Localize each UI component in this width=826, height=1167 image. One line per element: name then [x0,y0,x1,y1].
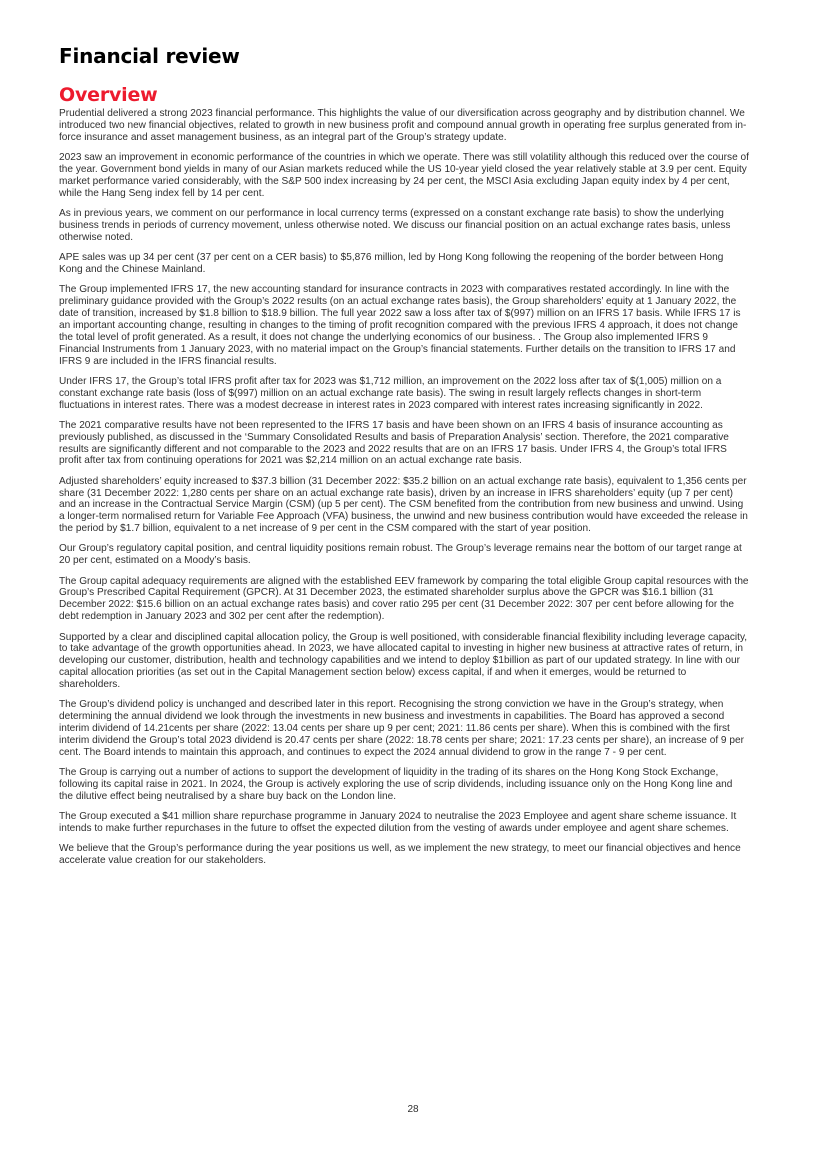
paragraph: The Group is carrying out a number of actions to support the development of liquidity in the trading of its shares on the Hong Kong Stock Exchange, following its capital raise in 2021. In 2024, the Group is actively exploring the use of scrip dividends, including issuance only on the Hong Kong line and the dilutive effect being neutralised by a share buy back on the London line. [59,767,733,802]
body-text [59,108,749,867]
paragraph: As in previous years, we comment on our performance in local currency terms (expressed on a constant exchange rate basis) to show the underlying business trends in periods of currency movement, unless otherwise noted. We discuss our financial position on an actual exchange rates basis, unless otherwise noted. [59,207,731,243]
paragraph: APE sales was up 34 per cent (37 per cent on a CER basis) to $5,876 million, led by Hong Kong following the reopening of the border between Hong Kong and the Chinese Mainland. [59,251,724,275]
page-title: Financial review [59,44,240,68]
paragraph: The Group capital adequacy requirements are aligned with the established EEV framework by comparing the total eligible Group capital resources with the Group’s Prescribed Capital Requirement (GPCR). At 31 December 2023, the estimated shareholder surplus above the GPCR was $16.1 billion (31 December 2022: $15.6 billion on an actual exchange rates basis) and cover ratio 295 per cent (31 December 2022: 307 per cent before allowing for the debt redemption in January 2023 and 302 per cent after the redemption). [59,575,749,623]
paragraph: We believe that the Group’s performance during the year positions us well, as we implement the new strategy, to meet our financial objectives and hence accelerate value creation for our stakeholders. [59,843,741,867]
paragraph: Our Group’s regulatory capital position, and central liquidity positions remain robust. The Group’s leverage remains near the bottom of our target range at 20 per cent, estimated on a Moody’s basis. [59,543,742,567]
paragraph: 2023 saw an improvement in economic performance of the countries in which we operate. There was still volatility although this reduced over the course of the year. Government bond yields in many of our Asian markets reduced while the US 10-year yield closed the year relatively stable at 3.9 per cent. Equity market performance varied considerably, with the S&P 500 index increasing by 24 per cent, the MSCI Asia excluding Japan equity index by 4 per cent, while the Hang Seng index fell by 14 per cent. [59,152,749,199]
paragraph: The Group implemented IFRS 17, the new accounting standard for insurance contracts in 2023 with comparatives restated accordingly. In line with the preliminary guidance provided with the Group’s 2022 results (on an actual exchange rates basis), the Group shareholders’ equity at 1 January 2022, the date of transition, increased by $1.8 billion to $18.9 billion. The full year 2022 saw a loss after tax of $(997) million on an IFRS 17 basis. While IFRS 17 is an important accounting change, resulting in changes to the timing of profit recognition compared with the previous IFRS 4 approach, it does not change the total level of profit generated. As a result, it does not change the underlying economics of our business. . The Group also implemented IFRS 9 Financial Instruments from 1 January 2023, with no material impact on the Group’s financial statements. Further details on the transition to IFRS 17 and IFRS 9 are included in the IFRS financial results. [59,284,741,367]
paragraph: Adjusted shareholders’ equity increased to $37.3 billion (31 December 2022: $35.2 billion on an actual exchange rate basis), equivalent to 1,356 cents per share (31 December 2022: 1,280 cents per share on an actual exchange rate basis), driven by an increase in IFRS shareholders’ equity (up 7 per cent) and an increase in the Contractual Service Margin (CSM) (up 5 per cent). The CSM benefited from the contribution from new business and unwind. Using a longer-term normalised return for Variable Fee Approach (VFA) business, the unwind and new business contribution would have exceeded the release in the period by $1.7 billion, equivalent to a net increase of 9 per cent in the CSM compared with the start of year position. [59,475,748,535]
paragraph: The Group executed a $41 million share repurchase programme in January 2024 to neutralise the 2023 Employee and agent share scheme issuance. It intends to make further repurchases in the future to offset the expected dilution from the vesting of awards under employee and agent share schemes. [59,811,737,835]
paragraph: Supported by a clear and disciplined capital allocation policy, the Group is well positioned, with considerable financial flexibility including leverage capacity, to take advantage of the growth opportunities ahead. In 2023, we have allocated capital to investing in higher new business at attractive rates of return, in developing our customer, distribution, health and technology capabilities and we intend to deploy $1billion as part of our updated strategy. In line with our capital allocation priorities (as set out in the Capital Management section below) excess capital, if and when it emerges, would be returned to shareholders. [59,631,748,691]
page-content [59,44,749,875]
paragraph: The 2021 comparative results have not been represented to the IFRS 17 basis and have been shown on an IFRS 4 basis of insurance accounting as previously published, as discussed in the ‘Summary Consolidated Results and basis of Preparation Analysis’ section. Therefore, the 2021 comparative results are significantly different and not comparable to the 2023 and 2022 results that are on an IFRS 17 basis. Under IFRS 4, the Group’s total IFRS profit after tax from continuing operations for 2021 was $2,214 million on an actual exchange rate basis. [59,419,729,467]
paragraph: Under IFRS 17, the Group’s total IFRS profit after tax for 2023 was $1,712 million, an improvement on the 2022 loss after tax of $(1,005) million on a constant exchange rate basis (loss of $(997) million on an actual exchange rate basis). The swing in result largely reflects changes in short-term fluctuations in interest rates. There was a modest decrease in interest rates in 2023 compared with interest rates increasing significantly in 2022. [59,375,722,411]
paragraph: Prudential delivered a strong 2023 financial performance. This highlights the value of our diversification across geography and by distribution channel. We introduced two new financial objectives, related to growth in new business profit and compound annual growth in operating free surplus generated from in-force insurance and asset management business, as an integral part of the Group’s strategy update. [59,108,747,143]
paragraph: The Group’s dividend policy is unchanged and described later in this report. Recognising the strong conviction we have in the Group’s strategy, when determining the annual dividend we look through the investments in new business and investments in capabilities. The Board has approved a second interim dividend of 14.21cents per share (2022: 13.04 cents per share up 9 per cent; 2021: 11.86 cents per share). When this is combined with the first interim dividend the Group’s total 2023 dividend is 20.47 cents per share (2022: 18.78 cents per share; 2021: 17.23 cents per share), an increase of 9 per cent. The Board intends to maintain this approach, and continues to expect the 2024 annual dividend to grow in the range 7 - 9 per cent. [59,699,744,758]
page-number: 28 [407,1104,419,1115]
section-heading-overview: Overview [59,84,158,106]
